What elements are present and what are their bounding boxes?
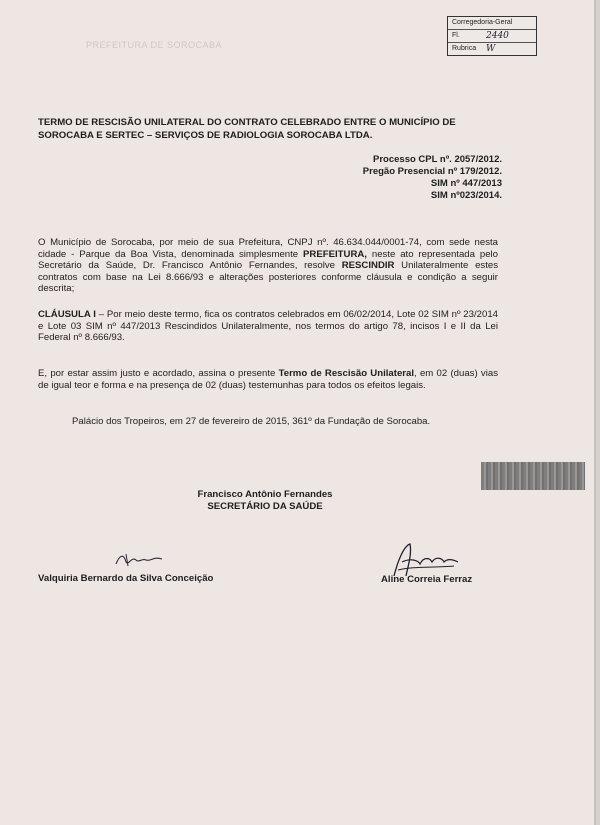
signer-name: Francisco Antônio Fernandes	[197, 489, 333, 500]
stamp-header: Corregedoria-Geral	[448, 17, 536, 30]
stamp-rubrica-label: Rubrica	[452, 45, 477, 52]
paragraph-date-place: Palácio dos Tropeiros, em 27 de fevereiro de 2015, 361º da Fundação de Sorocaba.	[72, 416, 431, 427]
document-title: TERMO DE RESCISÃO UNILATERAL DO CONTRATO CELEBRADO ENTRE O MUNICÍPIO DE SOROCABA E SERTEC – SERVIÇOS DE RADIOLOGIA SOROCABA LTDA.	[38, 117, 456, 141]
stamp-rubrica-row	[448, 43, 536, 55]
p1-text-e: Unilateralmente estes contratos com base na Lei 8.666/93 e alterações posteriores conforme cláusula e condição a seguir descrita;	[38, 260, 499, 294]
p1-text-c: neste ato representada pelo Secretário da Saúde, Dr. Francisco Antônio Fernandes, resolve	[38, 248, 498, 271]
stamp-folio-value: 2440	[486, 31, 509, 41]
witness-1-signature	[112, 550, 172, 570]
p1-bold-prefeitura: PREFEITURA,	[303, 248, 367, 260]
signer-role: SECRETÁRIO DA SAÚDE	[207, 501, 323, 512]
p3-text-a: E, por estar assim justo e acordado, assina o presente	[38, 368, 279, 379]
signer-block	[150, 489, 380, 513]
paragraph-agreement	[38, 368, 498, 391]
stamp-folio-row	[448, 30, 536, 43]
stamp-rubrica-value: W	[486, 44, 496, 54]
stamp-folio-label: Fl.	[452, 32, 460, 39]
ref-processo: Processo CPL nº. 2057/2012.	[373, 154, 502, 165]
p1-bold-rescindir: RESCINDIR	[341, 260, 395, 271]
ref-sim-2013: SIM nº 447/2013	[430, 178, 502, 189]
process-references	[363, 154, 502, 202]
protocol-stamp	[447, 16, 537, 56]
clause-heading: CLÁUSULA I	[38, 309, 96, 320]
p3-bold-term: Termo de Rescisão Unilateral	[278, 368, 415, 379]
paragraph-clause-1	[38, 309, 498, 344]
ref-pregao: Pregão Presencial nº 179/2012.	[362, 166, 502, 177]
p3-text-c: , em 02 (duas) vias de igual teor e forma e na presença de 02 (duas) testemunhas para todos os efeitos legais.	[38, 368, 498, 391]
paragraph-preamble	[38, 237, 498, 295]
redacted-stamp	[481, 462, 585, 490]
watermark: PREFEITURA DE SOROCABA	[86, 40, 223, 50]
witness-2-name: Aline Correia Ferraz	[381, 574, 473, 585]
ref-sim-2014: SIM nº023/2014.	[430, 190, 502, 201]
clause-text: – Por meio deste termo, fica os contratos celebrados em 06/02/2014, Lote 02 SIM nº 23/2014 e Lote 03 SIM nº 447/2013 Rescindidos Unilateralmente, nos termos do artigo 78, incisos I e II da Lei Federal nº 8.666/93.	[38, 309, 498, 343]
p1-text-a: O Município de Sorocaba, por meio de sua Prefeitura, CNPJ nº. 46.634.044/0001-74, com sede nesta cidade - Parque da Boa Vista, denominada simplesmente	[38, 237, 498, 260]
witness-1-name: Valquiria Bernardo da Silva Conceição	[38, 573, 214, 584]
